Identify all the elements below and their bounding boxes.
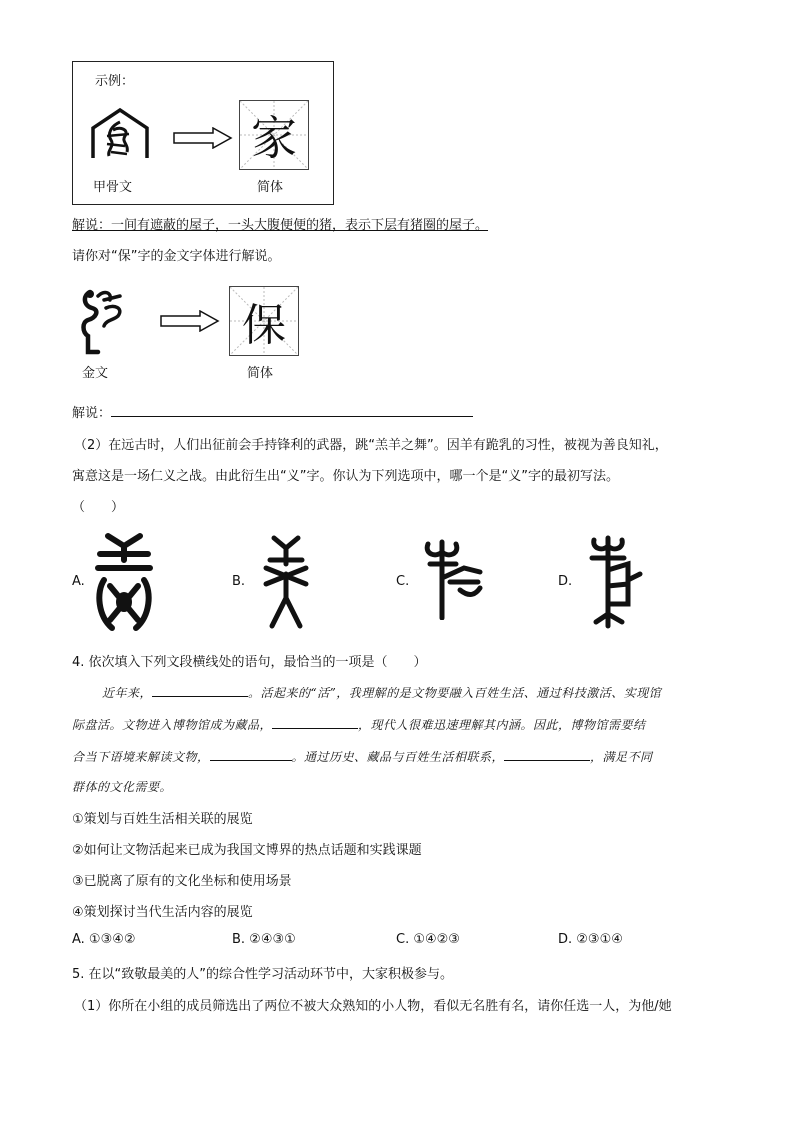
arrow-icon <box>173 127 233 149</box>
option-d-label[interactable]: D. <box>558 574 573 589</box>
q4-passage-line2 <box>72 716 646 733</box>
passage-text: ，满足不同 <box>590 750 653 764</box>
bronze-bao-glyph <box>76 286 128 356</box>
instruction-text: 请你对“保”字的金文字体进行解说。 <box>72 249 281 264</box>
q5-stem: 5. 在以“致敬最美的人”的综合性学习活动环节中，大家积极参与。 <box>72 967 454 982</box>
explanation-blank-row <box>72 402 473 421</box>
explanation-label: 解说： <box>72 406 112 421</box>
jia-grid-box <box>239 100 309 170</box>
bao-character: 保 <box>242 300 286 351</box>
passage-text: 近年来， <box>102 686 153 700</box>
answer-blank[interactable] <box>111 404 473 417</box>
q4-passage-line1 <box>102 684 661 701</box>
q2-line2: 寓意这是一场仁义之战。由此衍生出“义”字。你认为下列选项中，哪一个是“义”字的最初写法。 <box>72 469 619 484</box>
q4-choice-d[interactable]: D. ②③①④ <box>558 932 623 947</box>
blank-2[interactable] <box>272 716 358 729</box>
simplified-caption: 简体 <box>257 180 284 195</box>
bronze-caption: 金文 <box>82 366 109 381</box>
arrow-icon <box>160 310 220 332</box>
q4-item-2: ②如何让文物活起来已成为我国文博界的热点话题和实践课题 <box>72 843 422 858</box>
blank-1[interactable] <box>152 684 248 697</box>
option-b-glyph <box>256 534 316 630</box>
option-d-glyph <box>588 534 648 630</box>
q4-item-3: ③已脱离了原有的文化坐标和使用场景 <box>72 874 292 889</box>
q5-sub1: （1）你所在小组的成员筛选出了两位不被大众熟知的小人物，看似无名胜有名，请你任选一人，为他/她 <box>74 999 672 1014</box>
blank-3[interactable] <box>210 748 292 761</box>
explanation-example: 解说：一间有遮蔽的屋子，一头大腹便便的猪，表示下层有猪圈的屋子。 <box>72 218 489 233</box>
q4-choice-a[interactable]: A. ①③④② <box>72 932 136 947</box>
q4-choice-b[interactable]: B. ②④③① <box>232 932 296 947</box>
oracle-bone-jia-glyph <box>89 106 151 162</box>
oracle-caption: 甲骨文 <box>93 180 133 195</box>
q2-line1: （2）在远古时，人们出征前会手持锋利的武器，跳“羔羊之舞”。因羊有跪乳的习性，被视为善良知礼， <box>74 438 668 453</box>
option-c-glyph <box>420 538 490 620</box>
q4-passage-line4: 群体的文化需要。 <box>72 780 173 794</box>
q4-stem: 4. 依次填入下列文段横线处的语句，最恰当的一项是（ ） <box>72 655 427 670</box>
blank-4[interactable] <box>504 748 590 761</box>
passage-text: 合当下语境来解读文物， <box>72 750 210 764</box>
option-a-label[interactable]: A. <box>72 574 85 589</box>
example-box <box>72 61 334 205</box>
option-b-label[interactable]: B. <box>232 574 246 589</box>
option-c-label[interactable]: C. <box>396 574 410 589</box>
q4-passage-line3 <box>72 748 653 765</box>
jia-character: 家 <box>251 111 297 165</box>
q4-item-1: ①策划与百姓生活相关联的展览 <box>72 812 253 827</box>
bao-simplified-caption: 简体 <box>247 366 274 381</box>
example-label: 示例： <box>95 74 135 89</box>
q4-choice-c[interactable]: C. ①④②③ <box>396 932 460 947</box>
passage-text: 。活起来的“活”，我理解的是文物要融入百姓生活、通过科技激活、实现馆 <box>248 686 662 700</box>
q2-paren: （ ） <box>72 500 125 515</box>
bao-grid-box <box>229 286 299 356</box>
passage-text: ，现代人很难迅速理解其内涵。因此，博物馆需要结 <box>358 718 646 732</box>
option-a-glyph <box>90 530 158 634</box>
q4-item-4: ④策划探讨当代生活内容的展览 <box>72 905 253 920</box>
passage-text: 际盘活。文物进入博物馆成为藏品， <box>72 718 273 732</box>
passage-text: 。通过历史、藏品与百姓生活相联系， <box>291 750 505 764</box>
